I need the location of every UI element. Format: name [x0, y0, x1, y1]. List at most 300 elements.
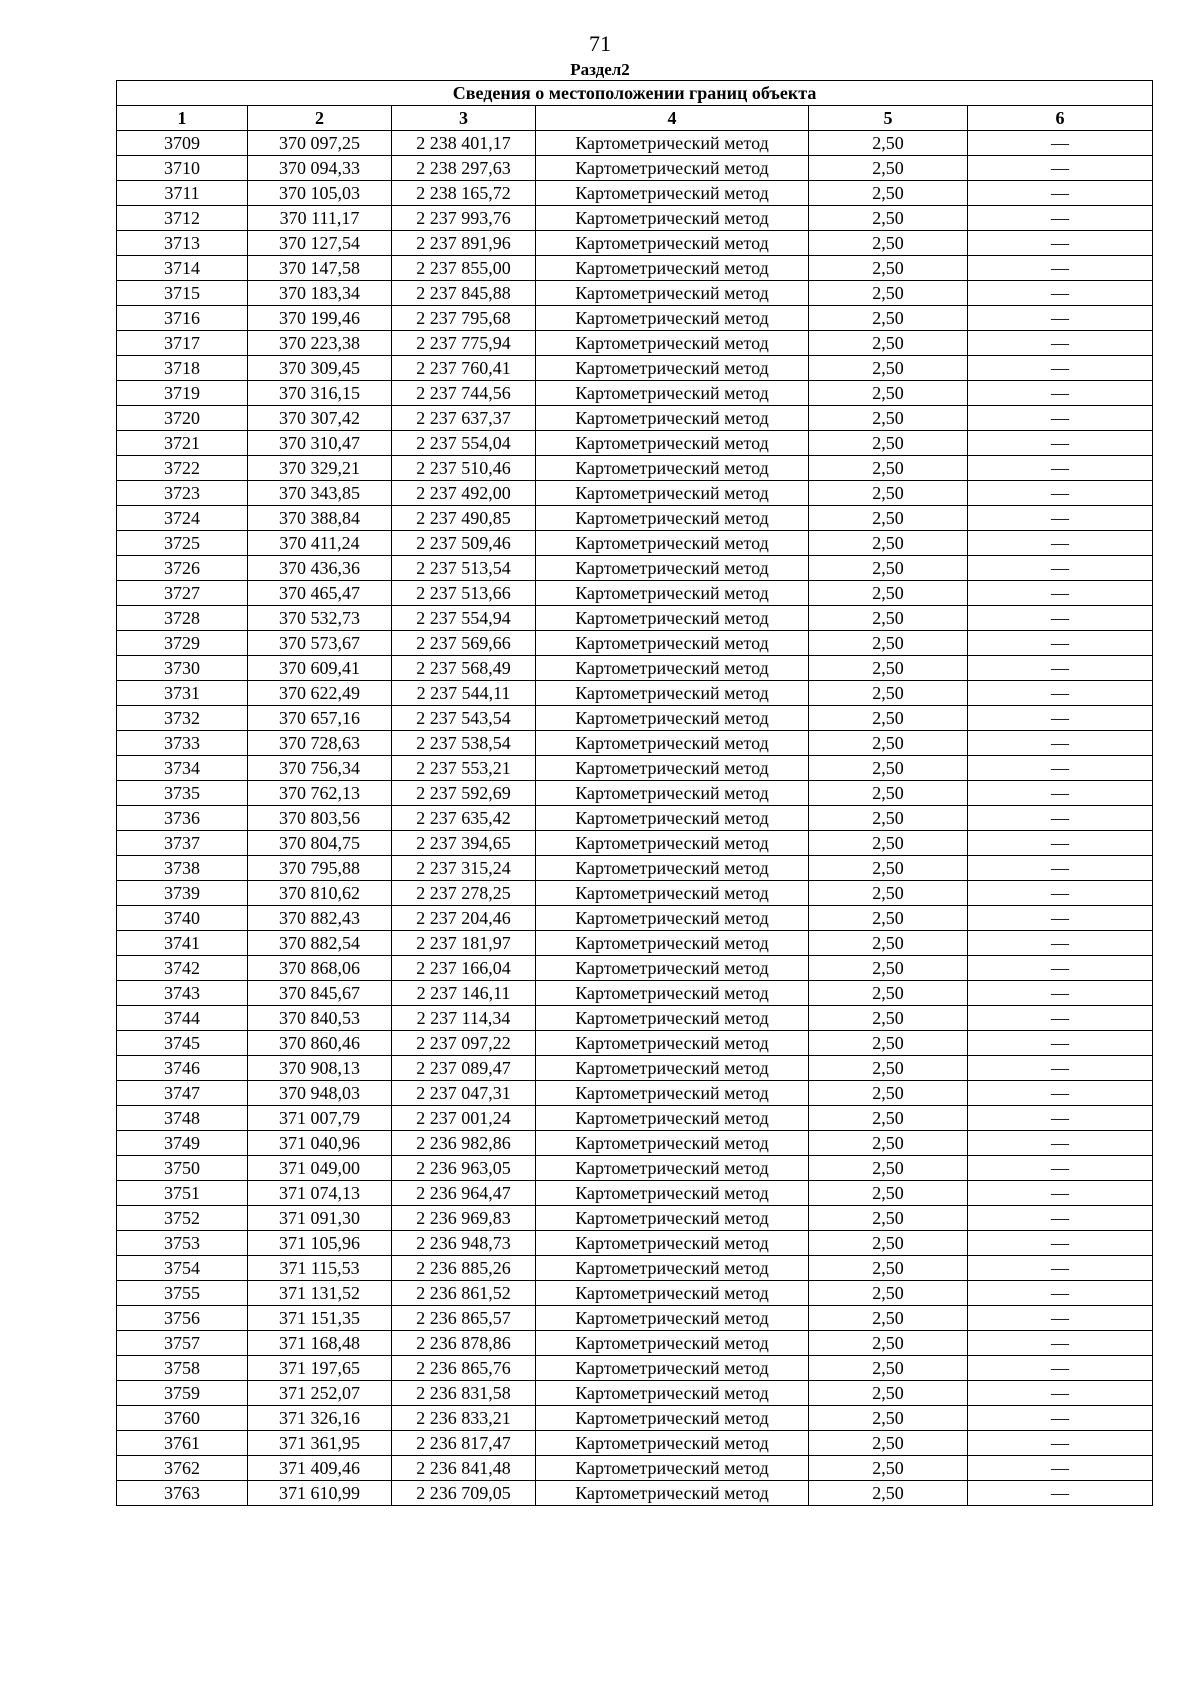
table-body [117, 131, 1153, 1506]
description-cell: — [968, 206, 1153, 231]
page-number: 71 [589, 31, 611, 56]
x-coordinate-cell: 370 860,46 [248, 1031, 392, 1056]
y-coordinate-cell: 2 237 637,37 [392, 406, 536, 431]
accuracy-cell: 2,50 [809, 956, 968, 981]
method-cell: Картометрический метод [536, 681, 809, 706]
y-coordinate-cell: 2 237 553,21 [392, 756, 536, 781]
method-cell: Картометрический метод [536, 931, 809, 956]
accuracy-cell: 2,50 [809, 356, 968, 381]
table-row [117, 356, 1153, 381]
method-cell: Картометрический метод [536, 1431, 809, 1456]
x-coordinate-cell: 370 388,84 [248, 506, 392, 531]
x-coordinate-cell: 370 465,47 [248, 581, 392, 606]
table-caption: Сведения о местоположении границ объекта [117, 81, 1153, 106]
table-row [117, 906, 1153, 931]
point-number-cell: 3761 [117, 1431, 248, 1456]
table-row [117, 1006, 1153, 1031]
accuracy-cell: 2,50 [809, 381, 968, 406]
description-cell: — [968, 181, 1153, 206]
point-number-cell: 3717 [117, 331, 248, 356]
y-coordinate-cell: 2 237 845,88 [392, 281, 536, 306]
y-coordinate-cell: 2 237 001,24 [392, 1106, 536, 1131]
accuracy-cell: 2,50 [809, 681, 968, 706]
table-row [117, 631, 1153, 656]
y-coordinate-cell: 2 237 204,46 [392, 906, 536, 931]
description-cell: — [968, 731, 1153, 756]
x-coordinate-cell: 371 252,07 [248, 1381, 392, 1406]
y-coordinate-cell: 2 237 569,66 [392, 631, 536, 656]
table-row [117, 1481, 1153, 1506]
point-number-cell: 3713 [117, 231, 248, 256]
method-cell: Картометрический метод [536, 1256, 809, 1281]
y-coordinate-cell: 2 236 963,05 [392, 1156, 536, 1181]
x-coordinate-cell: 370 948,03 [248, 1081, 392, 1106]
point-number-cell: 3728 [117, 606, 248, 631]
description-cell: — [968, 156, 1153, 181]
x-coordinate-cell: 370 147,58 [248, 256, 392, 281]
y-coordinate-cell: 2 237 166,04 [392, 956, 536, 981]
x-coordinate-cell: 370 329,21 [248, 456, 392, 481]
method-cell: Картометрический метод [536, 1106, 809, 1131]
description-cell: — [968, 381, 1153, 406]
accuracy-cell: 2,50 [809, 1131, 968, 1156]
accuracy-cell: 2,50 [809, 331, 968, 356]
x-coordinate-cell: 370 622,49 [248, 681, 392, 706]
description-cell: — [968, 1356, 1153, 1381]
point-number-cell: 3714 [117, 256, 248, 281]
x-coordinate-cell: 371 409,46 [248, 1456, 392, 1481]
method-cell: Картометрический метод [536, 506, 809, 531]
accuracy-cell: 2,50 [809, 256, 968, 281]
table-row [117, 581, 1153, 606]
point-number-cell: 3746 [117, 1056, 248, 1081]
x-coordinate-cell: 370 803,56 [248, 806, 392, 831]
description-cell: — [968, 481, 1153, 506]
accuracy-cell: 2,50 [809, 806, 968, 831]
point-number-cell: 3743 [117, 981, 248, 1006]
method-cell: Картометрический метод [536, 281, 809, 306]
table-row [117, 881, 1153, 906]
description-cell: — [968, 1256, 1153, 1281]
y-coordinate-cell: 2 236 865,76 [392, 1356, 536, 1381]
method-cell: Картометрический метод [536, 556, 809, 581]
x-coordinate-cell: 370 882,54 [248, 931, 392, 956]
method-cell: Картометрический метод [536, 656, 809, 681]
x-coordinate-cell: 371 115,53 [248, 1256, 392, 1281]
y-coordinate-cell: 2 237 993,76 [392, 206, 536, 231]
accuracy-cell: 2,50 [809, 281, 968, 306]
table-row [117, 231, 1153, 256]
table-row [117, 381, 1153, 406]
point-number-cell: 3736 [117, 806, 248, 831]
description-cell: — [968, 931, 1153, 956]
method-cell: Картометрический метод [536, 1406, 809, 1431]
method-cell: Картометрический метод [536, 706, 809, 731]
accuracy-cell: 2,50 [809, 231, 968, 256]
y-coordinate-cell: 2 237 544,11 [392, 681, 536, 706]
description-cell: — [968, 431, 1153, 456]
method-cell: Картометрический метод [536, 1281, 809, 1306]
table-row [117, 706, 1153, 731]
description-cell: — [968, 756, 1153, 781]
table-row [117, 156, 1153, 181]
accuracy-cell: 2,50 [809, 731, 968, 756]
table-row [117, 1356, 1153, 1381]
point-number-cell: 3715 [117, 281, 248, 306]
accuracy-cell: 2,50 [809, 1231, 968, 1256]
x-coordinate-cell: 370 845,67 [248, 981, 392, 1006]
accuracy-cell: 2,50 [809, 631, 968, 656]
table-row [117, 956, 1153, 981]
y-coordinate-cell: 2 236 982,86 [392, 1131, 536, 1156]
description-cell: — [968, 906, 1153, 931]
table-row [117, 331, 1153, 356]
y-coordinate-cell: 2 238 401,17 [392, 131, 536, 156]
accuracy-cell: 2,50 [809, 831, 968, 856]
table-row [117, 781, 1153, 806]
y-coordinate-cell: 2 238 297,63 [392, 156, 536, 181]
accuracy-cell: 2,50 [809, 1181, 968, 1206]
method-cell: Картометрический метод [536, 1181, 809, 1206]
x-coordinate-cell: 371 151,35 [248, 1306, 392, 1331]
description-cell: — [968, 856, 1153, 881]
accuracy-cell: 2,50 [809, 531, 968, 556]
accuracy-cell: 2,50 [809, 306, 968, 331]
accuracy-cell: 2,50 [809, 581, 968, 606]
section-title: Раздел2 [570, 60, 630, 79]
table-row [117, 131, 1153, 156]
description-cell: — [968, 631, 1153, 656]
table-row [117, 1306, 1153, 1331]
column-numbers-row [117, 106, 1153, 131]
x-coordinate-cell: 371 074,13 [248, 1181, 392, 1206]
method-cell: Картометрический метод [536, 406, 809, 431]
y-coordinate-cell: 2 237 543,54 [392, 706, 536, 731]
y-coordinate-cell: 2 236 817,47 [392, 1431, 536, 1456]
x-coordinate-cell: 371 007,79 [248, 1106, 392, 1131]
point-number-cell: 3742 [117, 956, 248, 981]
description-cell: — [968, 531, 1153, 556]
y-coordinate-cell: 2 236 709,05 [392, 1481, 536, 1506]
point-number-cell: 3740 [117, 906, 248, 931]
y-coordinate-cell: 2 236 865,57 [392, 1306, 536, 1331]
point-number-cell: 3720 [117, 406, 248, 431]
point-number-cell: 3727 [117, 581, 248, 606]
accuracy-cell: 2,50 [809, 1381, 968, 1406]
x-coordinate-cell: 370 908,13 [248, 1056, 392, 1081]
y-coordinate-cell: 2 237 554,94 [392, 606, 536, 631]
accuracy-cell: 2,50 [809, 1406, 968, 1431]
accuracy-cell: 2,50 [809, 1006, 968, 1031]
description-cell: — [968, 706, 1153, 731]
table-row [117, 1256, 1153, 1281]
accuracy-cell: 2,50 [809, 1281, 968, 1306]
table-row [117, 1206, 1153, 1231]
y-coordinate-cell: 2 236 885,26 [392, 1256, 536, 1281]
accuracy-cell: 2,50 [809, 481, 968, 506]
y-coordinate-cell: 2 237 554,04 [392, 431, 536, 456]
table-row [117, 1381, 1153, 1406]
method-cell: Картометрический метод [536, 1481, 809, 1506]
x-coordinate-cell: 370 316,15 [248, 381, 392, 406]
accuracy-cell: 2,50 [809, 606, 968, 631]
accuracy-cell: 2,50 [809, 431, 968, 456]
description-cell: — [968, 681, 1153, 706]
x-coordinate-cell: 371 040,96 [248, 1131, 392, 1156]
accuracy-cell: 2,50 [809, 456, 968, 481]
method-cell: Картометрический метод [536, 1456, 809, 1481]
accuracy-cell: 2,50 [809, 1031, 968, 1056]
column-header: 2 [248, 106, 392, 131]
x-coordinate-cell: 371 326,16 [248, 1406, 392, 1431]
x-coordinate-cell: 371 049,00 [248, 1156, 392, 1181]
method-cell: Картометрический метод [536, 1081, 809, 1106]
x-coordinate-cell: 370 868,06 [248, 956, 392, 981]
description-cell: — [968, 456, 1153, 481]
point-number-cell: 3754 [117, 1256, 248, 1281]
table-caption-row [117, 81, 1153, 106]
description-cell: — [968, 1031, 1153, 1056]
method-cell: Картометрический метод [536, 256, 809, 281]
description-cell: — [968, 1181, 1153, 1206]
method-cell: Картометрический метод [536, 756, 809, 781]
x-coordinate-cell: 371 361,95 [248, 1431, 392, 1456]
x-coordinate-cell: 370 609,41 [248, 656, 392, 681]
x-coordinate-cell: 370 183,34 [248, 281, 392, 306]
y-coordinate-cell: 2 237 513,54 [392, 556, 536, 581]
column-header: 1 [117, 106, 248, 131]
column-header: 3 [392, 106, 536, 131]
x-coordinate-cell: 370 882,43 [248, 906, 392, 931]
method-cell: Картометрический метод [536, 481, 809, 506]
x-coordinate-cell: 370 223,38 [248, 331, 392, 356]
description-cell: — [968, 831, 1153, 856]
y-coordinate-cell: 2 237 744,56 [392, 381, 536, 406]
table-row [117, 456, 1153, 481]
table-row [117, 731, 1153, 756]
y-coordinate-cell: 2 237 047,31 [392, 1081, 536, 1106]
table-row [117, 281, 1153, 306]
x-coordinate-cell: 371 197,65 [248, 1356, 392, 1381]
description-cell: — [968, 606, 1153, 631]
description-cell: — [968, 331, 1153, 356]
point-number-cell: 3749 [117, 1131, 248, 1156]
x-coordinate-cell: 370 097,25 [248, 131, 392, 156]
accuracy-cell: 2,50 [809, 781, 968, 806]
description-cell: — [968, 1481, 1153, 1506]
point-number-cell: 3745 [117, 1031, 248, 1056]
y-coordinate-cell: 2 236 969,83 [392, 1206, 536, 1231]
point-number-cell: 3719 [117, 381, 248, 406]
x-coordinate-cell: 370 728,63 [248, 731, 392, 756]
method-cell: Картометрический метод [536, 206, 809, 231]
point-number-cell: 3738 [117, 856, 248, 881]
description-cell: — [968, 1206, 1153, 1231]
accuracy-cell: 2,50 [809, 656, 968, 681]
x-coordinate-cell: 370 105,03 [248, 181, 392, 206]
method-cell: Картометрический метод [536, 881, 809, 906]
accuracy-cell: 2,50 [809, 1456, 968, 1481]
method-cell: Картометрический метод [536, 856, 809, 881]
method-cell: Картометрический метод [536, 531, 809, 556]
point-number-cell: 3755 [117, 1281, 248, 1306]
y-coordinate-cell: 2 236 964,47 [392, 1181, 536, 1206]
y-coordinate-cell: 2 237 278,25 [392, 881, 536, 906]
method-cell: Картометрический метод [536, 1381, 809, 1406]
description-cell: — [968, 1081, 1153, 1106]
y-coordinate-cell: 2 237 510,46 [392, 456, 536, 481]
point-number-cell: 3760 [117, 1406, 248, 1431]
point-number-cell: 3759 [117, 1381, 248, 1406]
method-cell: Картометрический метод [536, 1031, 809, 1056]
y-coordinate-cell: 2 237 097,22 [392, 1031, 536, 1056]
accuracy-cell: 2,50 [809, 1306, 968, 1331]
point-number-cell: 3729 [117, 631, 248, 656]
boundary-coordinates-table [116, 80, 1153, 1506]
point-number-cell: 3716 [117, 306, 248, 331]
x-coordinate-cell: 370 756,34 [248, 756, 392, 781]
table-row [117, 931, 1153, 956]
method-cell: Картометрический метод [536, 1231, 809, 1256]
point-number-cell: 3711 [117, 181, 248, 206]
description-cell: — [968, 981, 1153, 1006]
method-cell: Картометрический метод [536, 1156, 809, 1181]
accuracy-cell: 2,50 [809, 206, 968, 231]
table-row [117, 181, 1153, 206]
description-cell: — [968, 1231, 1153, 1256]
accuracy-cell: 2,50 [809, 881, 968, 906]
x-coordinate-cell: 370 307,42 [248, 406, 392, 431]
table-row [117, 981, 1153, 1006]
accuracy-cell: 2,50 [809, 1081, 968, 1106]
description-cell: — [968, 256, 1153, 281]
method-cell: Картометрический метод [536, 956, 809, 981]
table-row [117, 606, 1153, 631]
accuracy-cell: 2,50 [809, 931, 968, 956]
point-number-cell: 3750 [117, 1156, 248, 1181]
method-cell: Картометрический метод [536, 381, 809, 406]
x-coordinate-cell: 370 810,62 [248, 881, 392, 906]
description-cell: — [968, 1456, 1153, 1481]
y-coordinate-cell: 2 237 394,65 [392, 831, 536, 856]
point-number-cell: 3748 [117, 1106, 248, 1131]
method-cell: Картометрический метод [536, 231, 809, 256]
point-number-cell: 3757 [117, 1331, 248, 1356]
method-cell: Картометрический метод [536, 1206, 809, 1231]
point-number-cell: 3730 [117, 656, 248, 681]
x-coordinate-cell: 371 610,99 [248, 1481, 392, 1506]
point-number-cell: 3733 [117, 731, 248, 756]
y-coordinate-cell: 2 237 775,94 [392, 331, 536, 356]
description-cell: — [968, 781, 1153, 806]
table-row [117, 1431, 1153, 1456]
table-row [117, 1331, 1153, 1356]
column-header: 5 [809, 106, 968, 131]
table-row [117, 831, 1153, 856]
y-coordinate-cell: 2 237 114,34 [392, 1006, 536, 1031]
table-row [117, 756, 1153, 781]
x-coordinate-cell: 370 657,16 [248, 706, 392, 731]
table-row [117, 1181, 1153, 1206]
accuracy-cell: 2,50 [809, 131, 968, 156]
x-coordinate-cell: 370 795,88 [248, 856, 392, 881]
description-cell: — [968, 1006, 1153, 1031]
description-cell: — [968, 806, 1153, 831]
method-cell: Картометрический метод [536, 631, 809, 656]
description-cell: — [968, 1106, 1153, 1131]
description-cell: — [968, 231, 1153, 256]
description-cell: — [968, 356, 1153, 381]
accuracy-cell: 2,50 [809, 981, 968, 1006]
y-coordinate-cell: 2 237 492,00 [392, 481, 536, 506]
point-number-cell: 3709 [117, 131, 248, 156]
method-cell: Картометрический метод [536, 1331, 809, 1356]
table-row [117, 1081, 1153, 1106]
y-coordinate-cell: 2 237 509,46 [392, 531, 536, 556]
table-row [117, 856, 1153, 881]
accuracy-cell: 2,50 [809, 1206, 968, 1231]
accuracy-cell: 2,50 [809, 1056, 968, 1081]
table-row [117, 206, 1153, 231]
x-coordinate-cell: 370 127,54 [248, 231, 392, 256]
method-cell: Картометрический метод [536, 606, 809, 631]
description-cell: — [968, 1156, 1153, 1181]
method-cell: Картометрический метод [536, 456, 809, 481]
accuracy-cell: 2,50 [809, 706, 968, 731]
point-number-cell: 3710 [117, 156, 248, 181]
y-coordinate-cell: 2 236 831,58 [392, 1381, 536, 1406]
x-coordinate-cell: 370 840,53 [248, 1006, 392, 1031]
method-cell: Картометрический метод [536, 731, 809, 756]
description-cell: — [968, 1306, 1153, 1331]
method-cell: Картометрический метод [536, 356, 809, 381]
point-number-cell: 3732 [117, 706, 248, 731]
point-number-cell: 3747 [117, 1081, 248, 1106]
y-coordinate-cell: 2 237 795,68 [392, 306, 536, 331]
description-cell: — [968, 1131, 1153, 1156]
point-number-cell: 3758 [117, 1356, 248, 1381]
accuracy-cell: 2,50 [809, 756, 968, 781]
x-coordinate-cell: 371 168,48 [248, 1331, 392, 1356]
y-coordinate-cell: 2 237 315,24 [392, 856, 536, 881]
description-cell: — [968, 1406, 1153, 1431]
point-number-cell: 3721 [117, 431, 248, 456]
accuracy-cell: 2,50 [809, 1256, 968, 1281]
description-cell: — [968, 306, 1153, 331]
method-cell: Картометрический метод [536, 156, 809, 181]
y-coordinate-cell: 2 237 089,47 [392, 1056, 536, 1081]
point-number-cell: 3712 [117, 206, 248, 231]
table-row [117, 1406, 1153, 1431]
method-cell: Картометрический метод [536, 181, 809, 206]
x-coordinate-cell: 370 094,33 [248, 156, 392, 181]
table-row [117, 506, 1153, 531]
point-number-cell: 3752 [117, 1206, 248, 1231]
point-number-cell: 3751 [117, 1181, 248, 1206]
point-number-cell: 3756 [117, 1306, 248, 1331]
description-cell: — [968, 1281, 1153, 1306]
y-coordinate-cell: 2 237 568,49 [392, 656, 536, 681]
x-coordinate-cell: 370 343,85 [248, 481, 392, 506]
method-cell: Картометрический метод [536, 1356, 809, 1381]
description-cell: — [968, 881, 1153, 906]
table-row [117, 556, 1153, 581]
point-number-cell: 3722 [117, 456, 248, 481]
table-row [117, 1156, 1153, 1181]
table-row [117, 306, 1153, 331]
y-coordinate-cell: 2 237 592,69 [392, 781, 536, 806]
y-coordinate-cell: 2 237 513,66 [392, 581, 536, 606]
